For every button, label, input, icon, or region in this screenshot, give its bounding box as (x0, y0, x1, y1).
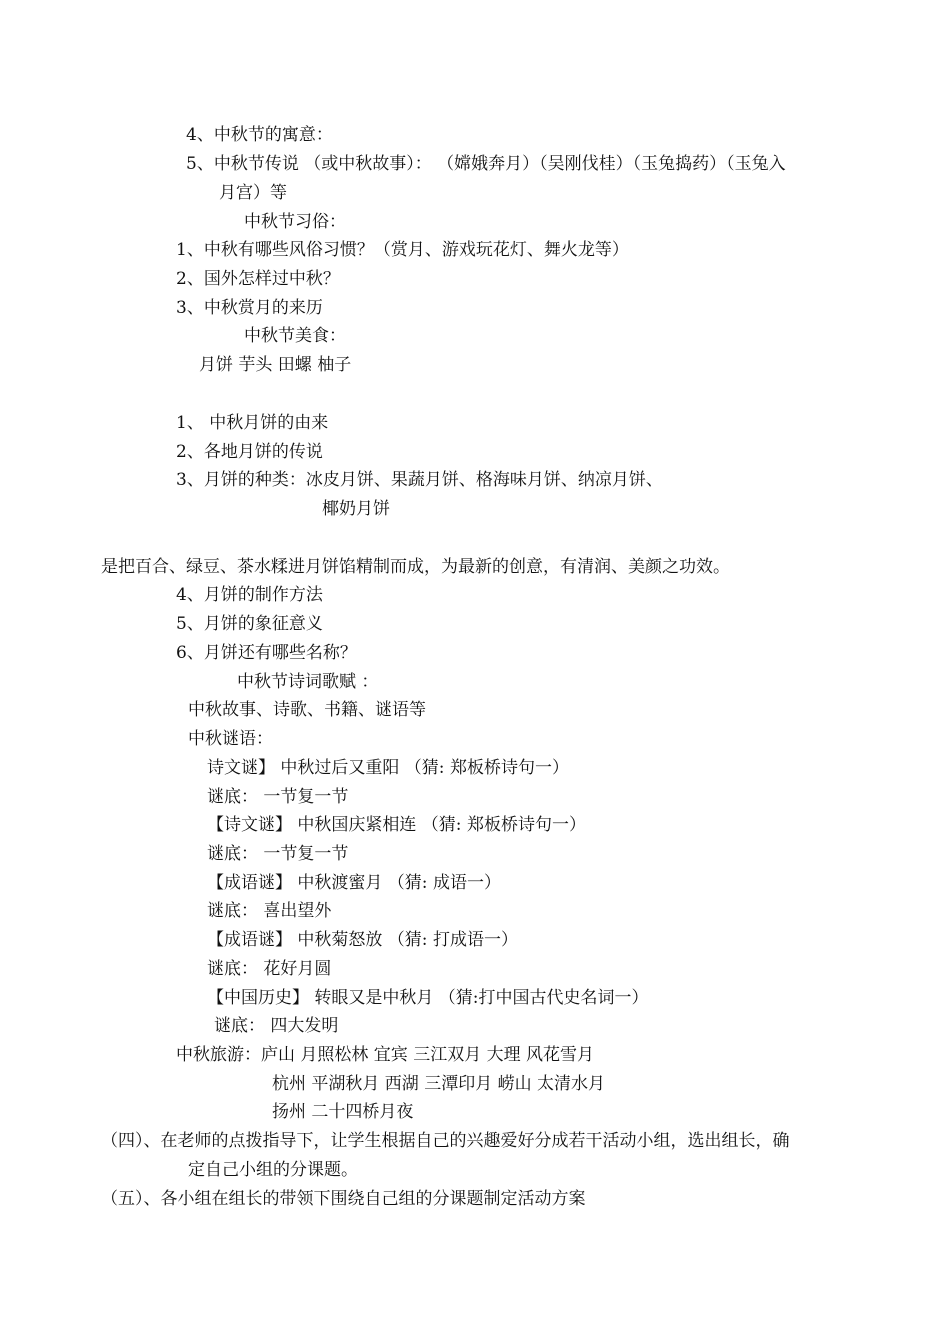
mooncake-item-3: 3、月饼的种类：冰皮月饼、果蔬月饼、格海味月饼、纳凉月饼、 (176, 470, 663, 490)
mooncake-description: 是把百合、绿豆、茶水糅进月饼馅精制而成，为最新的创意，有清润、美颜之功效。 (101, 557, 730, 577)
legend-continuation: 月宫）等 (219, 183, 287, 203)
food-section-title: 中秋节美食： (244, 326, 346, 346)
riddles-heading: 中秋谜语： (188, 729, 273, 749)
customs-item-1: 1、中秋有哪些风俗习惯？（赏月、游戏玩花灯、舞火龙等） (176, 240, 629, 260)
customs-item-3: 3、中秋赏月的来历 (176, 298, 323, 318)
riddle-1: 诗文谜】 中秋过后又重阳 （猜: 郑板桥诗句一） (207, 758, 569, 778)
riddle-5: 【中国历史】 转眼又是中秋月 （猜:打中国古代史名词一） (207, 988, 649, 1008)
riddle-1-answer: 谜底： 一节复一节 (207, 787, 349, 807)
mooncake-item-1: 1、 中秋月饼的由来 (176, 413, 329, 433)
mooncake-item-6: 6、月饼还有哪些名称？ (176, 643, 357, 663)
meaning-heading: 4、中秋节的寓意： (186, 125, 333, 145)
mooncake-item-3-continuation: 椰奶月饼 (322, 499, 390, 519)
poetry-section-title: 中秋节诗词歌赋 ： (237, 672, 379, 692)
step-four-continuation: 定自己小组的分课题。 (188, 1160, 358, 1180)
riddle-4: 【成语谜】 中秋菊怒放 （猜: 打成语一） (207, 930, 518, 950)
riddle-2: 【诗文谜】 中秋国庆紧相连 （猜: 郑板桥诗句一） (207, 815, 586, 835)
riddle-3: 【成语谜】 中秋渡蜜月 （猜: 成语一） (207, 873, 501, 893)
travel-line-3: 扬州 二十四桥月夜 (272, 1102, 414, 1122)
food-list: 月饼 芋头 田螺 柚子 (199, 355, 352, 375)
step-five: （五）、各小组在组长的带领下围绕自己组的分课题制定活动方案 (101, 1189, 586, 1209)
customs-section-title: 中秋节习俗： (244, 212, 346, 232)
travel-line-1: 中秋旅游：庐山 月照松林 宜宾 三江双月 大理 风花雪月 (176, 1045, 595, 1065)
travel-line-2: 杭州 平湖秋月 西湖 三潭印月 崂山 太清水月 (272, 1074, 606, 1094)
riddle-5-answer: 谜底： 四大发明 (214, 1016, 339, 1036)
legend-heading: 5、中秋节传说 （或中秋故事）： （嫦娥奔月）（吴刚伐桂）（玉兔捣药）（玉兔入 (186, 154, 786, 174)
riddle-2-answer: 谜底： 一节复一节 (207, 844, 349, 864)
riddle-3-answer: 谜底： 喜出望外 (207, 901, 332, 921)
riddle-4-answer: 谜底： 花好月圆 (207, 959, 332, 979)
mooncake-item-4: 4、月饼的制作方法 (176, 585, 323, 605)
mooncake-item-5: 5、月饼的象征意义 (176, 614, 323, 634)
customs-item-2: 2、国外怎样过中秋？ (176, 269, 340, 289)
mooncake-item-2: 2、各地月饼的传说 (176, 442, 323, 462)
poetry-content: 中秋故事、诗歌、书籍、谜语等 (188, 700, 426, 720)
step-four: （四）、在老师的点拨指导下，让学生根据自己的兴趣爱好分成若干活动小组，选出组长，确 (101, 1131, 790, 1151)
